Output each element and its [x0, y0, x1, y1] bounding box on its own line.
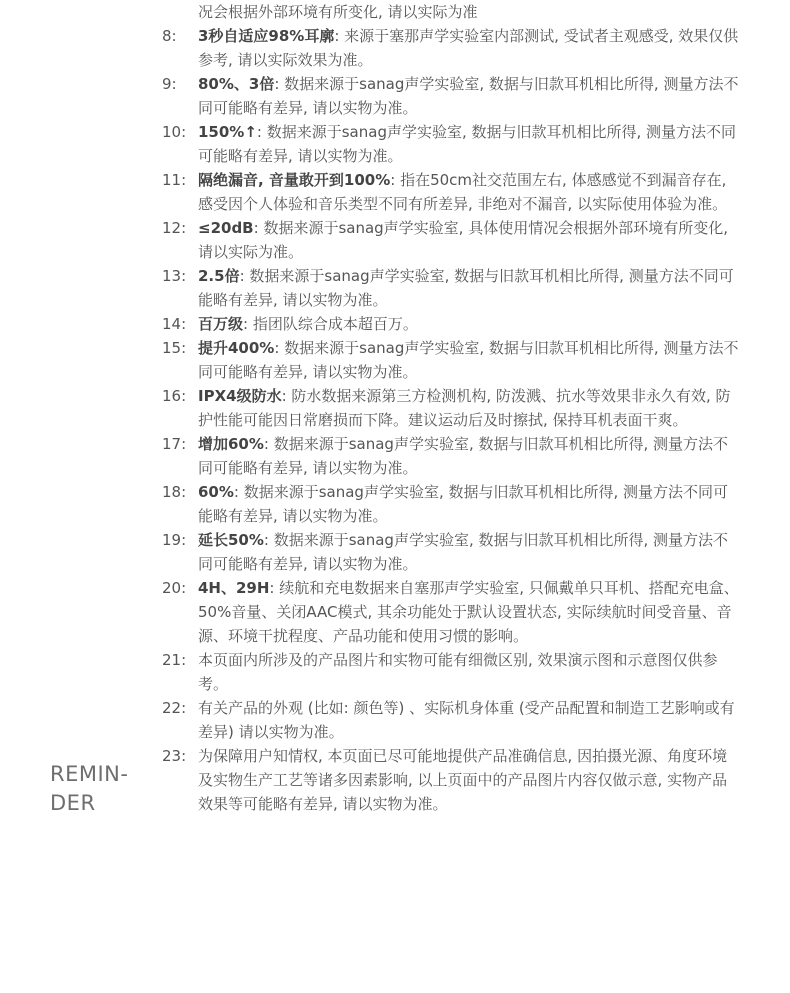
note-body — [198, 264, 740, 312]
note-highlight: 80%、3倍 — [198, 75, 275, 93]
note-item — [160, 336, 740, 384]
note-highlight: IPX4级防水 — [198, 387, 282, 405]
note-item — [160, 264, 740, 312]
note-text: : 数据来源于sanag声学实验室, 数据与旧款耳机相比所得, 测量方法不同可能略有差异, 请以实物为准。 — [198, 123, 737, 165]
note-body — [198, 168, 740, 216]
note-body — [198, 336, 740, 384]
note-text: : 指在50cm社交范围左右, 体感感觉不到漏音存在, 感受因个人体验和音乐类型不同有所差异, 非绝对不漏音, 以实际使用体验为准。 — [198, 171, 728, 213]
note-number: 11: — [162, 171, 187, 189]
note-body — [198, 384, 740, 432]
note-text: : 数据来源于sanag声学实验室, 数据与旧款耳机相比所得, 测量方法不同可能略有差异, 请以实物为准。 — [198, 75, 739, 117]
note-number: 22: — [162, 699, 187, 717]
note-item — [160, 648, 740, 696]
note-highlight: 3秒自适应98%耳廓 — [198, 27, 335, 45]
note-number: 14: — [162, 315, 187, 333]
note-item — [160, 432, 740, 480]
note-text: : 数据来源于sanag声学实验室, 数据与旧款耳机相比所得, 测量方法不同可能略有差异, 请以实物为准。 — [198, 483, 729, 525]
note-item — [160, 480, 740, 528]
note-number: 12: — [162, 219, 187, 237]
reminder-heading-line-1: REMIN- — [50, 762, 129, 786]
note-number: 18: — [162, 483, 187, 501]
note-body — [198, 312, 740, 336]
note-item — [160, 528, 740, 576]
note-number: 21: — [162, 651, 187, 669]
note-highlight: 4H、29H — [198, 579, 270, 597]
note-highlight: 2.5倍 — [198, 267, 240, 285]
reminder-heading — [50, 760, 150, 818]
note-item — [160, 576, 740, 648]
note-body — [198, 744, 740, 816]
note-text: : 数据来源于sanag声学实验室, 数据与旧款耳机相比所得, 测量方法不同可能略有差异, 请以实物为准。 — [198, 339, 739, 381]
note-highlight: 150%↑ — [198, 123, 257, 141]
note-text: : 数据来源于sanag声学实验室, 具体使用情况会根据外部环境有所变化, 请以实际为准。 — [198, 219, 728, 261]
note-body — [198, 216, 740, 264]
note-text: : 数据来源于sanag声学实验室, 数据与旧款耳机相比所得, 测量方法不同可能略有差异, 请以实物为准。 — [198, 267, 734, 309]
note-number: 16: — [162, 387, 187, 405]
note-text: 为保障用户知情权, 本页面已尽可能地提供产品准确信息, 因拍摄光源、角度环境及实物生产工艺等诸多因素影响, 以上页面中的产品图片内容仅做示意, 实物产品效果等可能略有差异, 请以实物为准。 — [198, 747, 728, 813]
note-item — [160, 744, 740, 816]
note-text: 有关产品的外观 (比如: 颜色等) 、实际机身体重 (受产品配置和制造工艺影响或有差异) 请以实物为准。 — [198, 699, 735, 741]
note-highlight: 60% — [198, 483, 234, 501]
note-body — [198, 480, 740, 528]
note-highlight: 百万级 — [198, 315, 244, 333]
note-number: 17: — [162, 435, 187, 453]
note-number: 15: — [162, 339, 187, 357]
note-text: : 指团队综合成本超百万。 — [243, 315, 418, 333]
reminder-heading-line-2: DER — [50, 791, 96, 815]
note-item — [160, 24, 740, 72]
note-text: : 数据来源于sanag声学实验室, 数据与旧款耳机相比所得, 测量方法不同可能略有差异, 请以实物为准。 — [198, 435, 729, 477]
note-highlight: 隔绝漏音, 音量敢开到100% — [198, 171, 391, 189]
note-highlight: 增加60% — [198, 435, 264, 453]
note-number: 23: — [162, 747, 187, 765]
note-body — [198, 120, 740, 168]
note-number: 10: — [162, 123, 187, 141]
note-highlight: 提升400% — [198, 339, 275, 357]
note-number: 9: — [162, 75, 177, 93]
note-text: : 数据来源于sanag声学实验室, 数据与旧款耳机相比所得, 测量方法不同可能略有差异, 请以实物为准。 — [198, 531, 729, 573]
note-body — [198, 432, 740, 480]
note-number: 13: — [162, 267, 187, 285]
note-body — [198, 72, 740, 120]
note-text: : 续航和充电数据来自塞那声学实验室, 只佩戴单只耳机、搭配充电盒、50%音量、关闭AAC模式, 其余功能处于默认设置状态, 实际续航时间受音量、音源、环境干扰程度、产品功能和使用习惯的影响。 — [198, 579, 739, 645]
note-item — [160, 168, 740, 216]
note-body — [198, 528, 740, 576]
note-highlight: 延长50% — [198, 531, 264, 549]
note-number: 19: — [162, 531, 187, 549]
note-text: : 防水数据来源第三方检测机构, 防泼溅、抗水等效果非永久有效, 防护性能可能因日常磨损而下降。建议运动后及时擦拭, 保持耳机表面干爽。 — [198, 387, 731, 429]
note-text: 本页面内所涉及的产品图片和实物可能有细微区别, 效果演示图和示意图仅供参考。 — [198, 651, 718, 693]
note-number: 20: — [162, 579, 187, 597]
note-body — [198, 24, 740, 72]
note-body — [198, 696, 740, 744]
note-highlight: ≤20dB — [198, 219, 254, 237]
notes-list — [160, 24, 740, 816]
note-item — [160, 120, 740, 168]
note-item — [160, 384, 740, 432]
note-number: 8: — [162, 27, 177, 45]
note-item — [160, 216, 740, 264]
note-item — [160, 696, 740, 744]
note-item — [160, 72, 740, 120]
note-text: : 来源于塞那声学实验室内部测试, 受试者主观感受, 效果仅供参考, 请以实际效果为准。 — [198, 27, 739, 69]
note-body — [198, 576, 740, 648]
note-item — [160, 312, 740, 336]
note-body — [198, 648, 740, 696]
continued-note-text: 况会根据外部环境有所变化, 请以实际为准 — [198, 3, 478, 21]
